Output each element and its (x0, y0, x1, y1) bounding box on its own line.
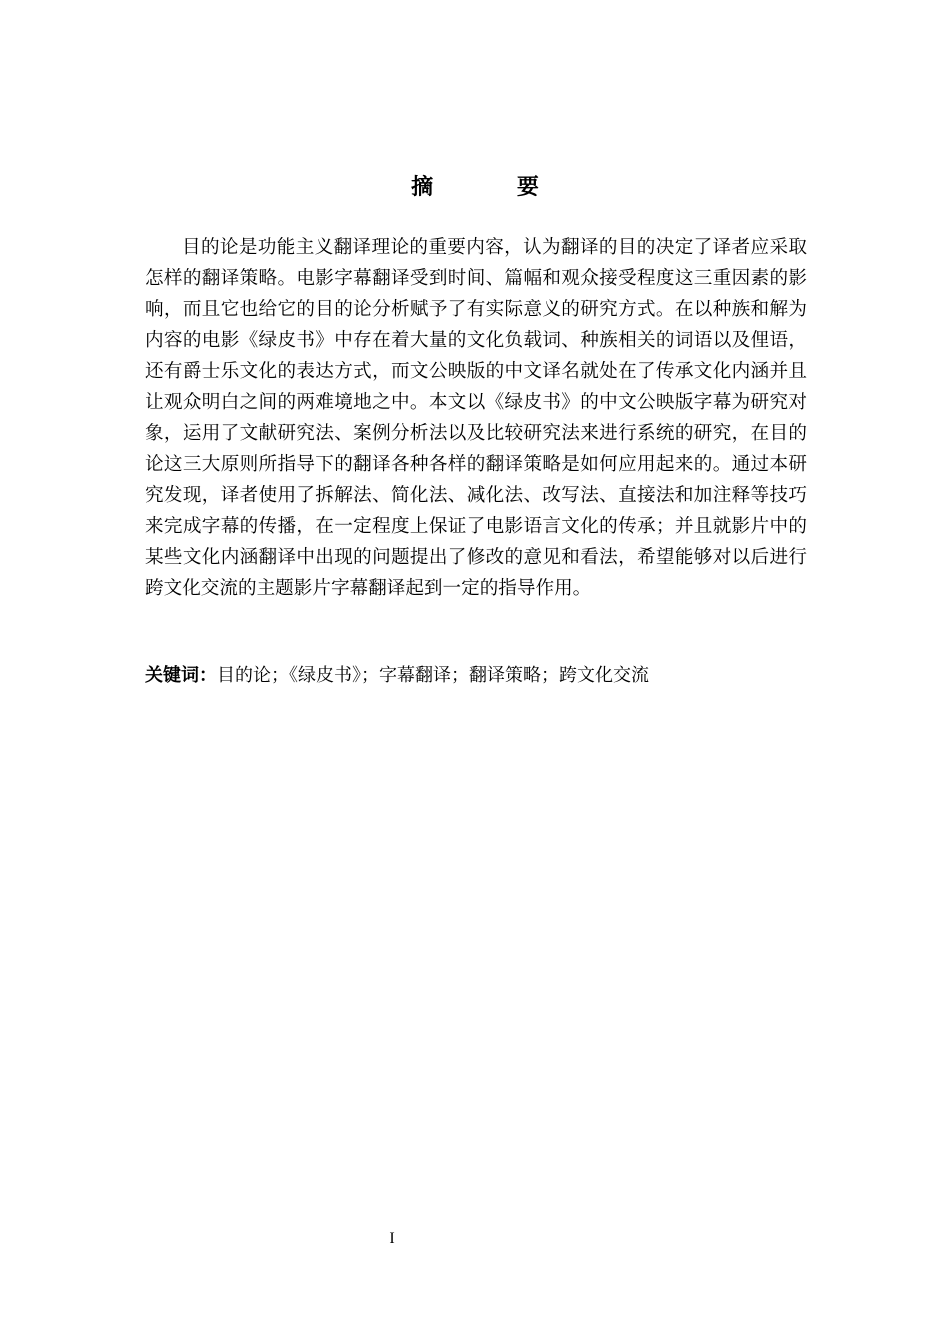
page-number: I (389, 1230, 395, 1247)
keywords-text: 目的论；《绿皮书》；字幕翻译；翻译策略；跨文化交流 (217, 665, 649, 686)
page-title: 摘 要 (411, 175, 577, 200)
keywords-label: 关键词： (145, 665, 217, 686)
abstract-paragraph: 目的论是功能主义翻译理论的重要内容，认为翻译的目的决定了译者应采取怎样的翻译策略。电影字幕翻译受到时间、篇幅和观众接受程度这三重因素的影响，而且它也给它的目的论分析赋予了有实际意义的研究方式。在以种族和解为内容的电影《绿皮书》中存在着大量的文化负载词、种族相关的词语以及俚语，还有爵士乐文化的表达方式，而文公映版的中文译名就处在了传承文化内涵并且让观众明白之间的两难境地之中。本文以《绿皮书》的中文公映版字幕为研究对象，运用了文献研究法、案例分析法以及比较研究法来进行系统的研究，在目的论这三大原则所指导下的翻译各种各样的翻译策略是如何应用起来的。通过本研究发现，译者使用了拆解法、简化法、减化法、改写法、直接法和加注释等技巧来完成字幕的传播，在一定程度上保证了电影语言文化的传承；并且就影片中的某些文化内涵翻译中出现的问题提出了修改的意见和看法，希望能够对以后进行跨文化交流的主题影片字幕翻译起到一定的指导作用。 (145, 237, 807, 599)
keywords-line (145, 660, 807, 691)
